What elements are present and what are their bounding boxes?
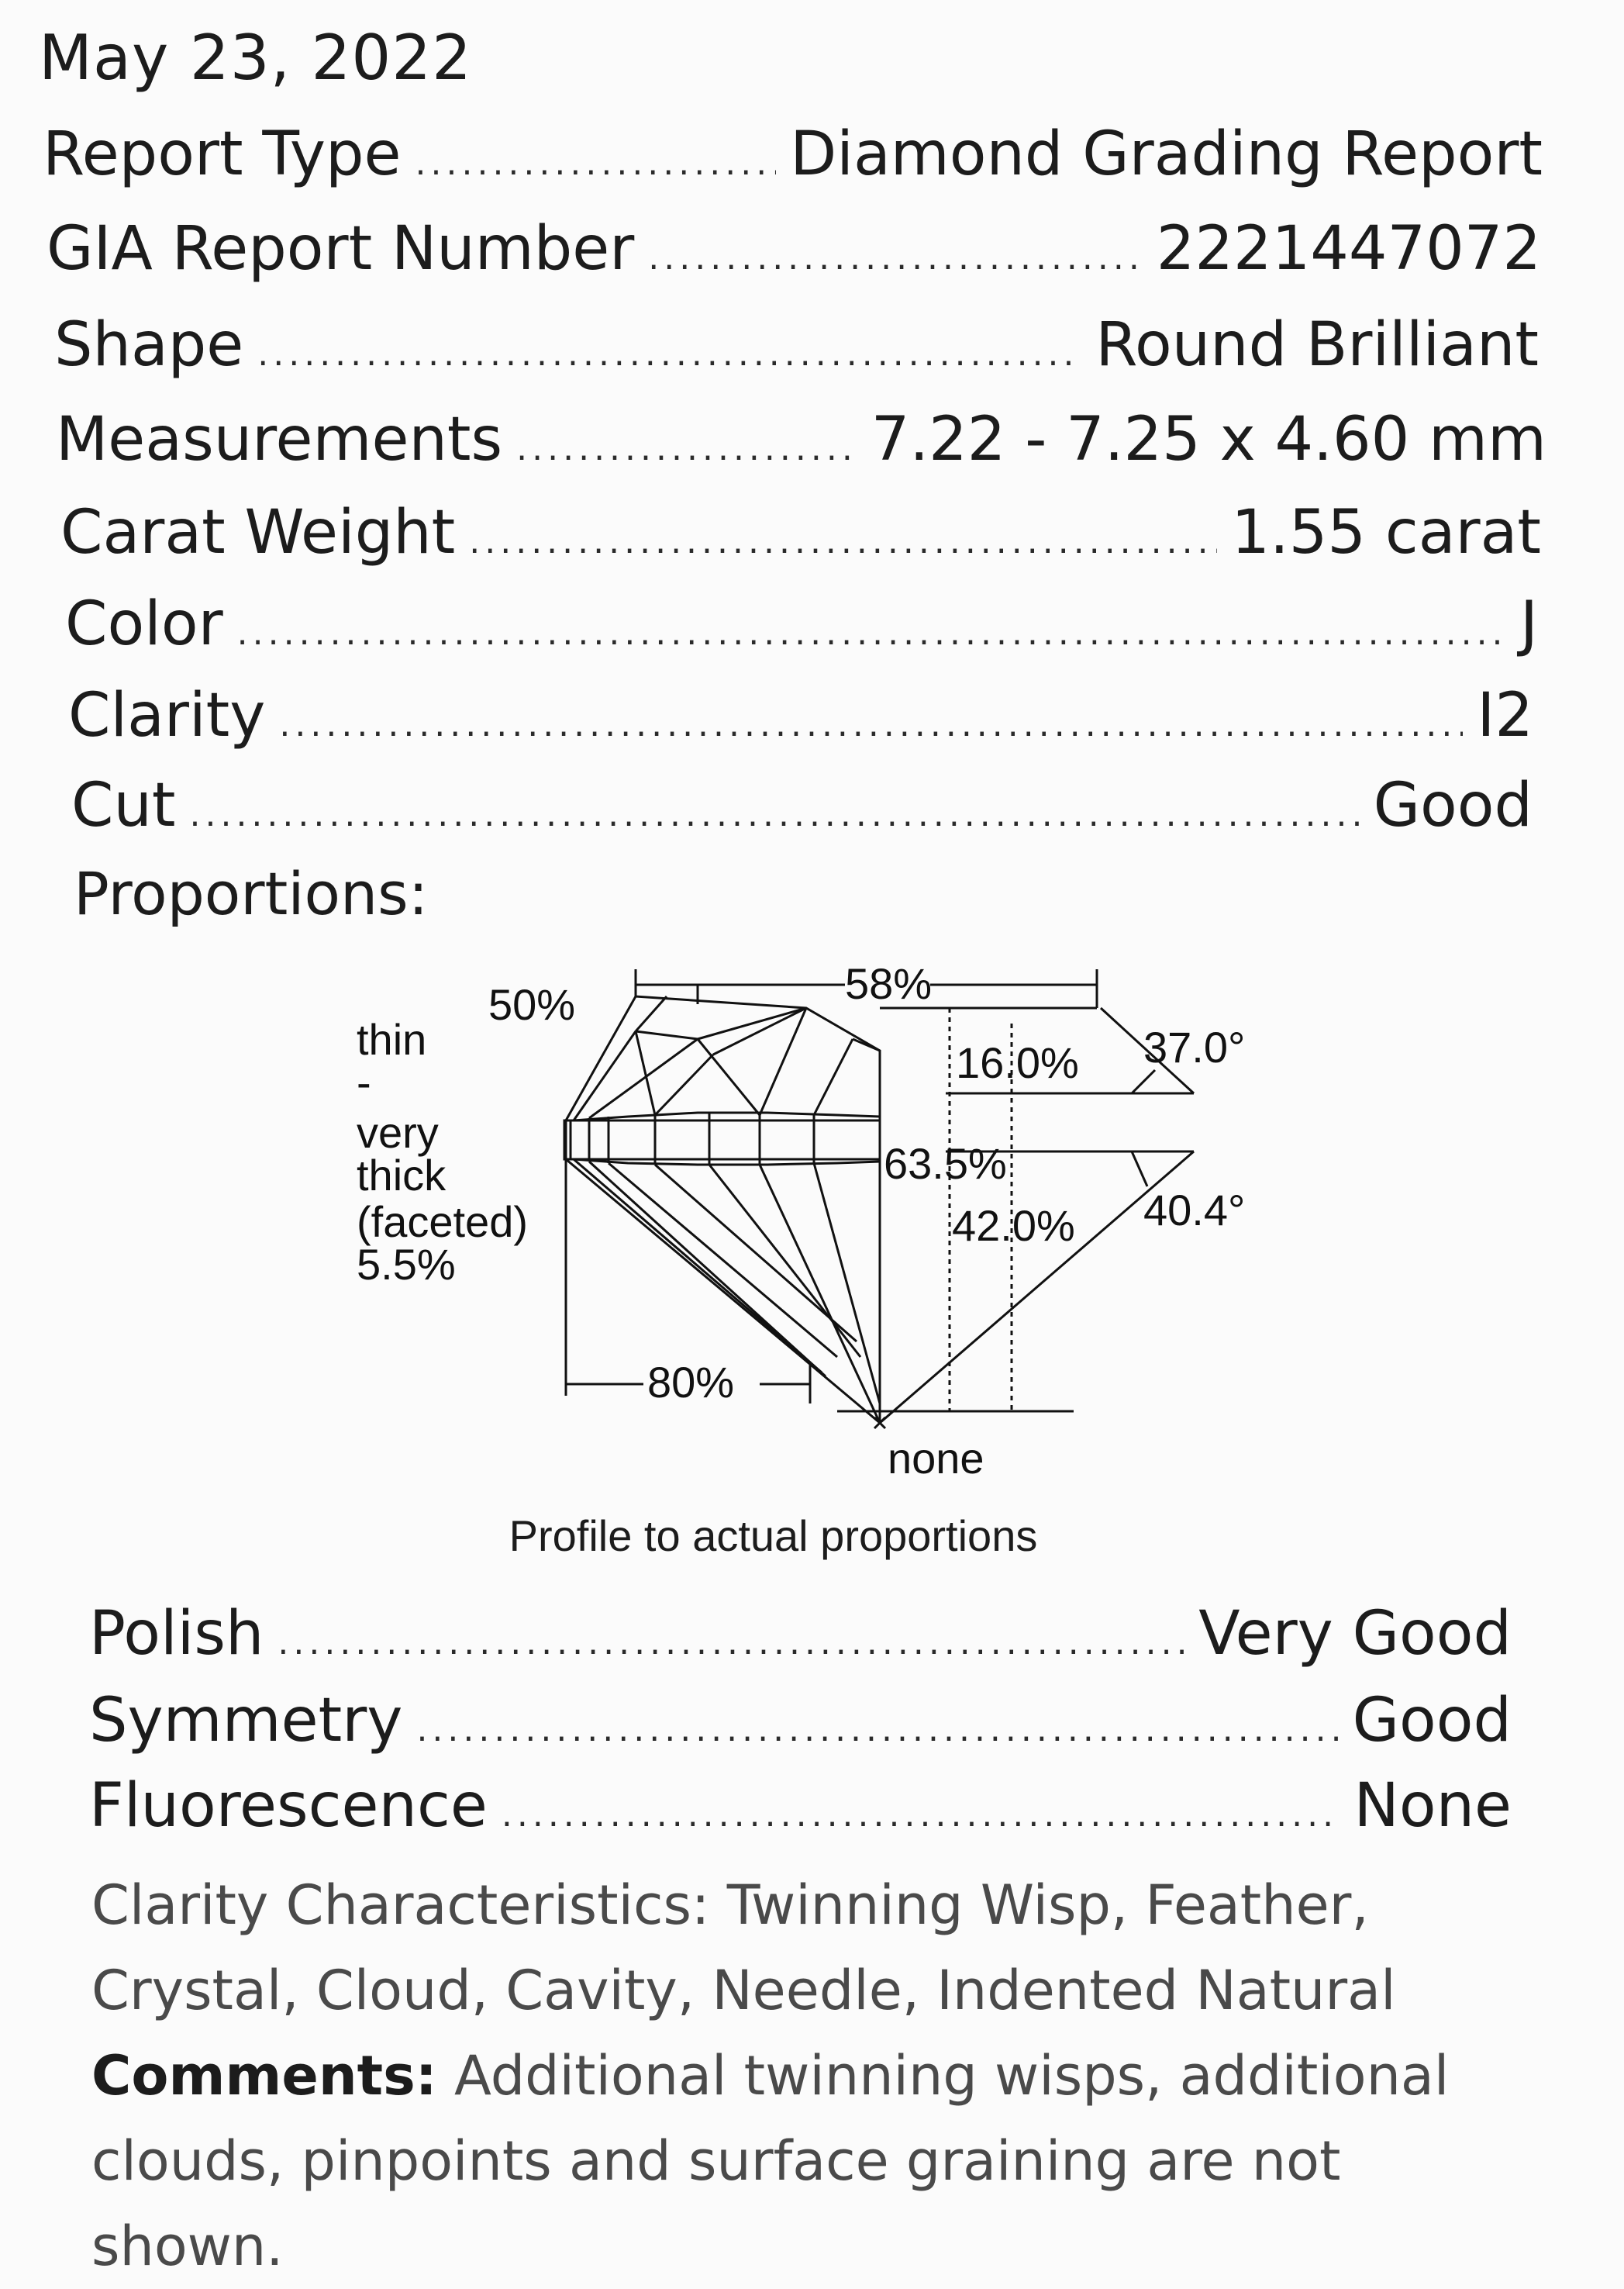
dot-leader: [189, 798, 1359, 832]
measurements-row: [56, 405, 1546, 475]
row-value: Diamond Grading Report: [790, 119, 1543, 189]
total-depth-label: 63.5%: [884, 1139, 1007, 1188]
comments: [91, 2033, 1549, 2289]
row-label: Clarity: [68, 681, 266, 751]
proportions-heading: Proportions:: [74, 859, 429, 928]
row-value: Good: [1352, 1686, 1512, 1756]
row-value: None: [1353, 1771, 1512, 1841]
proportions-diagram: [310, 938, 1318, 1497]
girdle-line-6: 5.5%: [357, 1240, 456, 1289]
dot-leader: [416, 1713, 1338, 1747]
girdle-line-5: (faceted): [357, 1197, 528, 1246]
dot-leader: [415, 147, 777, 181]
symmetry-row: [89, 1686, 1512, 1756]
dot-leader: [278, 1626, 1184, 1660]
row-label: Shape: [54, 310, 244, 380]
report-date: May 23, 2022: [39, 22, 473, 94]
crown-angle-label: 37.0°: [1143, 1023, 1246, 1072]
row-value: J: [1519, 589, 1538, 659]
clarity-characteristics: [91, 1863, 1549, 2033]
row-value: Round Brilliant: [1095, 310, 1539, 380]
row-value: Very Good: [1198, 1599, 1512, 1669]
lower-half-label: 80%: [647, 1358, 735, 1407]
row-label: Polish: [89, 1599, 264, 1669]
comments-heading: Comments:: [91, 2044, 437, 2108]
diagram-caption: Profile to actual proportions: [509, 1511, 1038, 1560]
row-label: Color: [65, 589, 223, 659]
row-label: Carat Weight: [60, 498, 456, 568]
girdle-line-3: very: [357, 1108, 439, 1157]
crown-height-label: 16.0%: [956, 1038, 1079, 1087]
dot-leader: [279, 708, 1463, 742]
pavilion-angle-label: 40.4°: [1143, 1186, 1246, 1234]
row-value: Good: [1373, 771, 1533, 841]
comments-line-2: clouds, pinpoints and surface graining are not shown.: [91, 2129, 1341, 2278]
polish-row: [89, 1599, 1512, 1669]
dot-leader: [516, 432, 857, 466]
row-label: Cut: [71, 771, 176, 841]
row-value: 2221447072: [1156, 214, 1541, 284]
clarity-row: [68, 681, 1533, 751]
table-percent-label: 58%: [845, 959, 933, 1008]
dot-leader: [648, 241, 1142, 275]
report-type-row: [43, 119, 1543, 189]
row-label: Fluorescence: [89, 1771, 488, 1841]
row-label: Measurements: [56, 405, 503, 475]
row-label: Report Type: [43, 119, 402, 189]
clarity-characteristics-line-1: Twinning Wisp, Feather,: [709, 1873, 1369, 1937]
report-number-row: [47, 214, 1541, 284]
cut-row: [71, 771, 1533, 841]
row-value: 1.55 carat: [1231, 498, 1541, 568]
comments-line-1: Additional twinning wisps, additional: [436, 2044, 1450, 2108]
culet-label: none: [888, 1434, 984, 1483]
clarity-characteristics-heading: Clarity Characteristics:: [91, 1873, 710, 1937]
girdle-line-4: thick: [357, 1151, 447, 1200]
clarity-characteristics-line-2: Crystal, Cloud, Cavity, Needle, Indented Natural: [91, 1959, 1396, 2022]
fluorescence-row: [89, 1771, 1512, 1841]
row-value: 7.22 - 7.25 x 4.60 mm: [871, 405, 1546, 475]
row-value: I2: [1477, 681, 1533, 751]
carat-weight-row: [60, 498, 1541, 568]
shape-row: [54, 310, 1539, 380]
row-label: GIA Report Number: [47, 214, 635, 284]
dot-leader: [469, 525, 1217, 559]
row-label: Symmetry: [89, 1686, 403, 1756]
star-length-label: 50%: [488, 980, 576, 1029]
girdle-line-2: -: [357, 1058, 371, 1107]
pavilion-depth-label: 42.0%: [952, 1201, 1075, 1250]
dot-leader: [237, 616, 1506, 651]
color-row: [65, 589, 1538, 659]
girdle-line-1: thin: [357, 1015, 427, 1064]
dot-leader: [257, 337, 1081, 371]
dot-leader: [502, 1798, 1340, 1832]
